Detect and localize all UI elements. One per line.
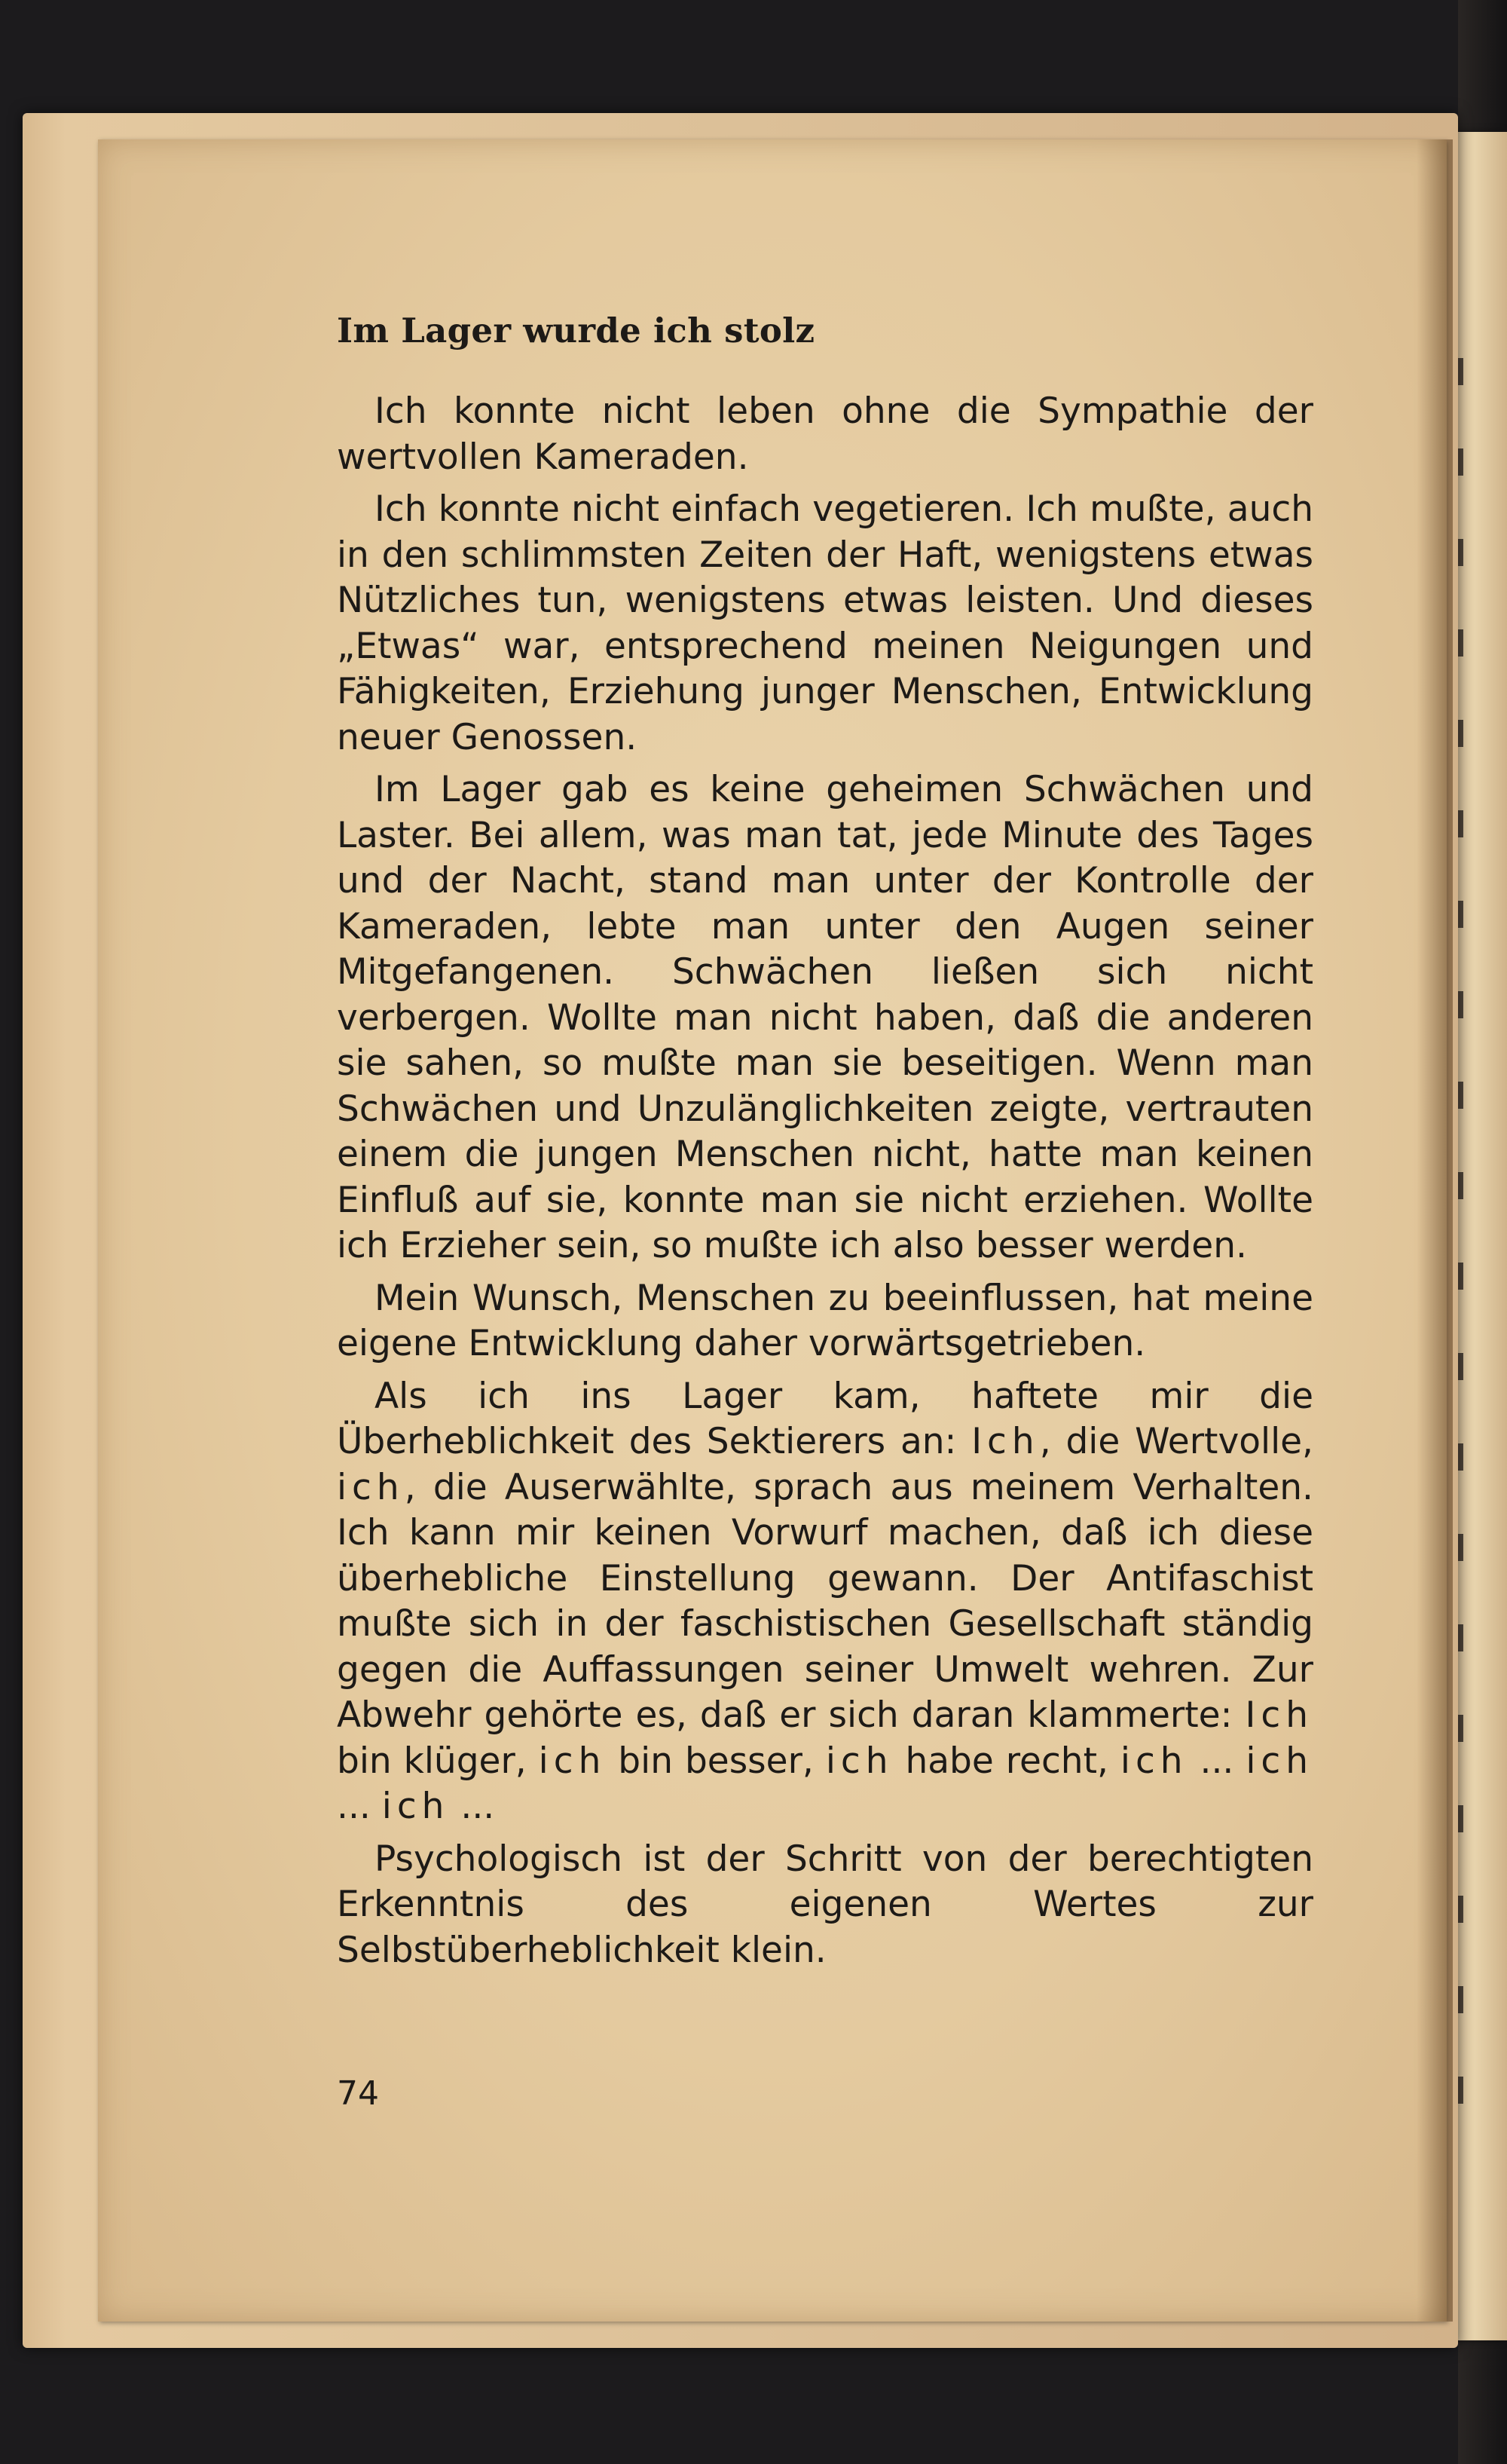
text-segment: Als ich ins Lager kam, haftete mir die Überheblichkeit des Sektierers an: bbox=[337, 1375, 1313, 1462]
text-segment: Psychologisch ist der Schritt von der berechtigten Erkenntnis des eigenen Wertes zur Selbstüberheblichkeit klein. bbox=[337, 1838, 1313, 1971]
text-segment: Im Lager gab es keine geheimen Schwächen und Laster. Bei allem, was man tat, jede Minute des Tages und der Nacht, stand man unter der Kontrolle der Kameraden, lebte man unter den Augen seiner Mitgefangenen. Schwächen ließen sich nicht verbergen. Wollte man nicht haben, daß die anderen sie sahen, so mußte man sie beseitigen. Wenn man Schwächen und Unzulänglichkeiten zeigte, vertrauten einem die jungen Menschen nicht, hatte man keinen Einfluß auf sie, konnte man sie nicht erziehen. Wollte ich Erzieher sein, so mußte ich also besser werden. bbox=[337, 769, 1313, 1266]
text-segment: habe recht, bbox=[893, 1740, 1120, 1782]
emphasized-word: ich bbox=[538, 1740, 607, 1782]
paragraph bbox=[337, 389, 1313, 480]
text-segment: Ich konnte nicht einfach vegetieren. Ich mußte, auch in den schlimmsten Zeiten der Haft, wenigstens etwas Nützliches tun, wenigstens etwas leisten. Und dieses „Etwas“ war, entsprechend meinen Neigungen und Fähigkeiten, Erziehung junger Menschen, Entwicklung neuer Genossen. bbox=[337, 488, 1313, 758]
text-segment: , die Wertvolle, bbox=[1039, 1421, 1313, 1462]
emphasized-word: ich bbox=[1246, 1740, 1314, 1782]
text-segment: ... bbox=[1188, 1740, 1246, 1782]
paragraph bbox=[337, 1374, 1313, 1830]
paragraph bbox=[337, 767, 1313, 1269]
spine-shadow bbox=[1417, 139, 1453, 2322]
emphasized-word: ich bbox=[381, 1786, 450, 1827]
paragraph bbox=[337, 1837, 1313, 1974]
paragraph bbox=[337, 487, 1313, 761]
text-segment: ... bbox=[449, 1786, 495, 1827]
text-segment: Mein Wunsch, Menschen zu beeinflussen, hat meine eigene Entwicklung daher vorwärtsgetrieben. bbox=[337, 1277, 1313, 1364]
next-page-edge bbox=[1453, 132, 1507, 2340]
paragraph bbox=[337, 1276, 1313, 1367]
page-number: 74 bbox=[337, 2074, 379, 2113]
emphasized-word: ich bbox=[337, 1466, 405, 1508]
text-segment: bin klüger, bbox=[337, 1740, 539, 1782]
page-text bbox=[337, 311, 1313, 1980]
text-segment: bin besser, bbox=[606, 1740, 826, 1782]
emphasized-word: ich bbox=[1120, 1740, 1188, 1782]
emphasized-word: Ich bbox=[1245, 1694, 1313, 1736]
running-head: Im Lager wurde ich stolz bbox=[337, 311, 815, 350]
emphasized-word: Ich bbox=[971, 1421, 1040, 1462]
body-text bbox=[337, 389, 1313, 1973]
text-segment: ... bbox=[337, 1786, 382, 1827]
emphasized-word: ich bbox=[825, 1740, 894, 1782]
text-segment: Ich konnte nicht leben ohne die Sympathie der wertvollen Kameraden. bbox=[337, 390, 1313, 478]
text-segment: , die Auserwählte, sprach aus meinem Verhalten. Ich kann mir keinen Vorwurf machen, daß ich diese überhebliche Einstellung gewann. Der Antifaschist mußte sich in der faschistischen Gesellschaft ständig gegen die Auffassungen seiner Umwelt wehren. Zur Abwehr gehörte es, daß er sich daran klammerte: bbox=[337, 1466, 1313, 1736]
